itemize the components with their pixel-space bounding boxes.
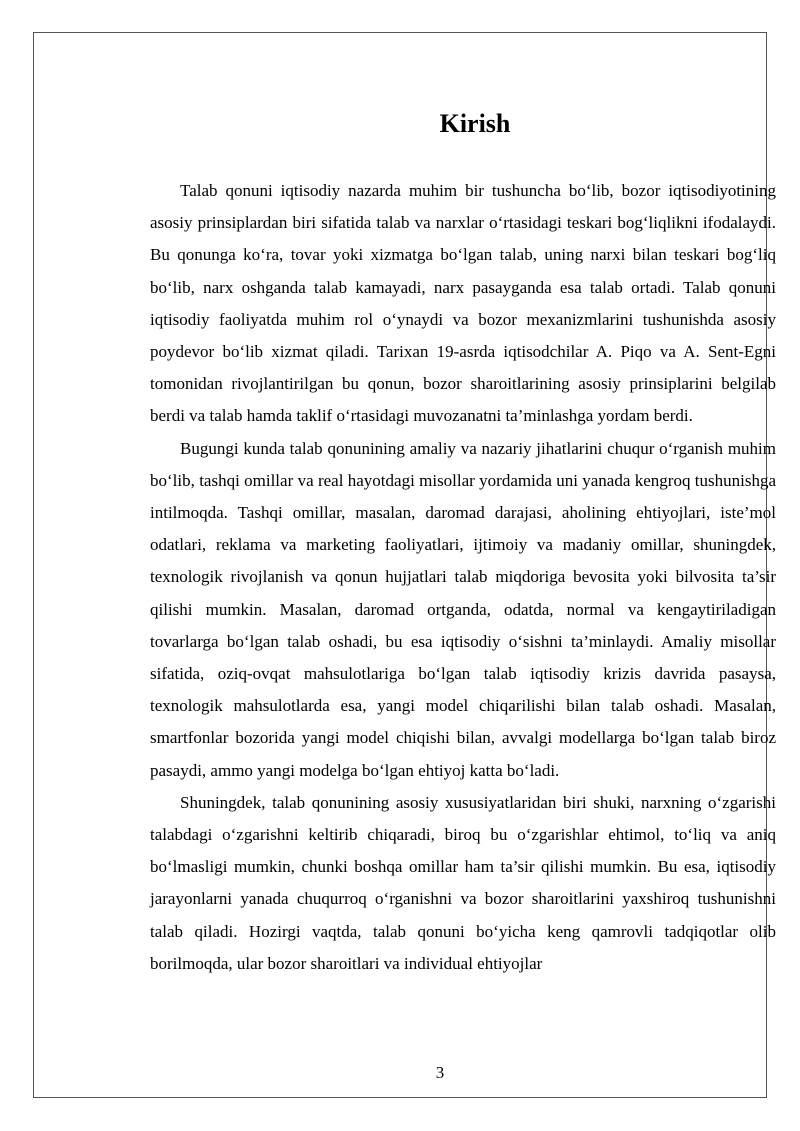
body-text xyxy=(150,175,776,980)
document-page xyxy=(33,32,776,1098)
page-title: Kirish xyxy=(439,109,511,138)
page-number: 3 xyxy=(435,1063,445,1082)
paragraph-3: Shuningdek, talab qonunining asosiy xususiyatlaridan biri shuki, narxning o‘zgarishi talabdagi o‘zgarishni keltirib chiqaradi, biroq bu o‘zgarishlar ehtimol, to‘liq va aniq bo‘lmasligi mumkin, chunki boshqa omillar ham ta’sir qilishi mumkin. Bu esa, iqtisodiy jarayonlarni yanada chuqurroq o‘rganishni va bozor sharoitlarini yaxshiroq tushunishni talab qiladi. Hozirgi vaqtda, talab qonuni bo‘yicha keng qamrovli tadqiqotlar olib borilmoqda, ular bozor sharoitlari va individual ehtiyojlar xyxy=(150,792,776,973)
paragraph-2: Bugungi kunda talab qonunining amaliy va nazariy jihatlarini chuqur o‘rganish muhim bo‘lib, tashqi omillar va real hayotdagi misollar yordamida uni yanada kengroq tushunishga intilmoqda. Tashqi omillar, masalan, daromad darajasi, aholining ehtiyojlari, iste’mol odatlari, reklama va marketing faoliyatlari, ijtimoiy va madaniy omillar, shuningdek, texnologik rivojlanish va qonun hujjatlari talab miqdoriga bevosita yoki bilvosita ta’sir qilishi mumkin. Masalan, daromad ortganda, odatda, normal va kengaytiriladigan tovarlarga bo‘lgan talab oshadi, bu esa iqtisodiy o‘sishni ta’minlaydi. Amaliy misollar sifatida, oziq-ovqat mahsulotlariga bo‘lgan talab iqtisodiy krizis davrida pasaysa, texnologik mahsulotlarda esa, yangi model chiqarilishi bilan talab oshadi. Masalan, smartfonlar bozorida yangi model chiqishi bilan, avvalgi modellarga bo‘lgan talab biroz pasaydi, ammo yangi modelga bo‘lgan ehtiyoj katta bo‘ladi. xyxy=(150,438,776,780)
paragraph-1: Talab qonuni iqtisodiy nazarda muhim bir tushuncha bo‘lib, bozor iqtisodiyotining asosiy prinsiplardan biri sifatida talab va narxlar o‘rtasidagi teskari bog‘liqlikni ifodalaydi. Bu qonunga ko‘ra, tovar yoki xizmatga bo‘lgan talab, uning narxi bilan teskari bog‘liq bo‘lib, narx oshganda talab kamayadi, narx pasayganda esa talab ortadi. Talab qonuni iqtisodiy faoliyatda muhim rol o‘ynaydi va bozor mexanizmlarini tushunishda asosiy poydevor bo‘lib xizmat qiladi. Tarixan 19-asrda iqtisodchilar A. Piqo va A. Sent-Egni tomonidan rivojlantirilgan bu qonun, bozor sharoitlarining asosiy prinsiplarini belgilab berdi va talab hamda taklif o‘rtasidagi muvozanatni ta’minlashga yordam berdi. xyxy=(150,181,776,426)
